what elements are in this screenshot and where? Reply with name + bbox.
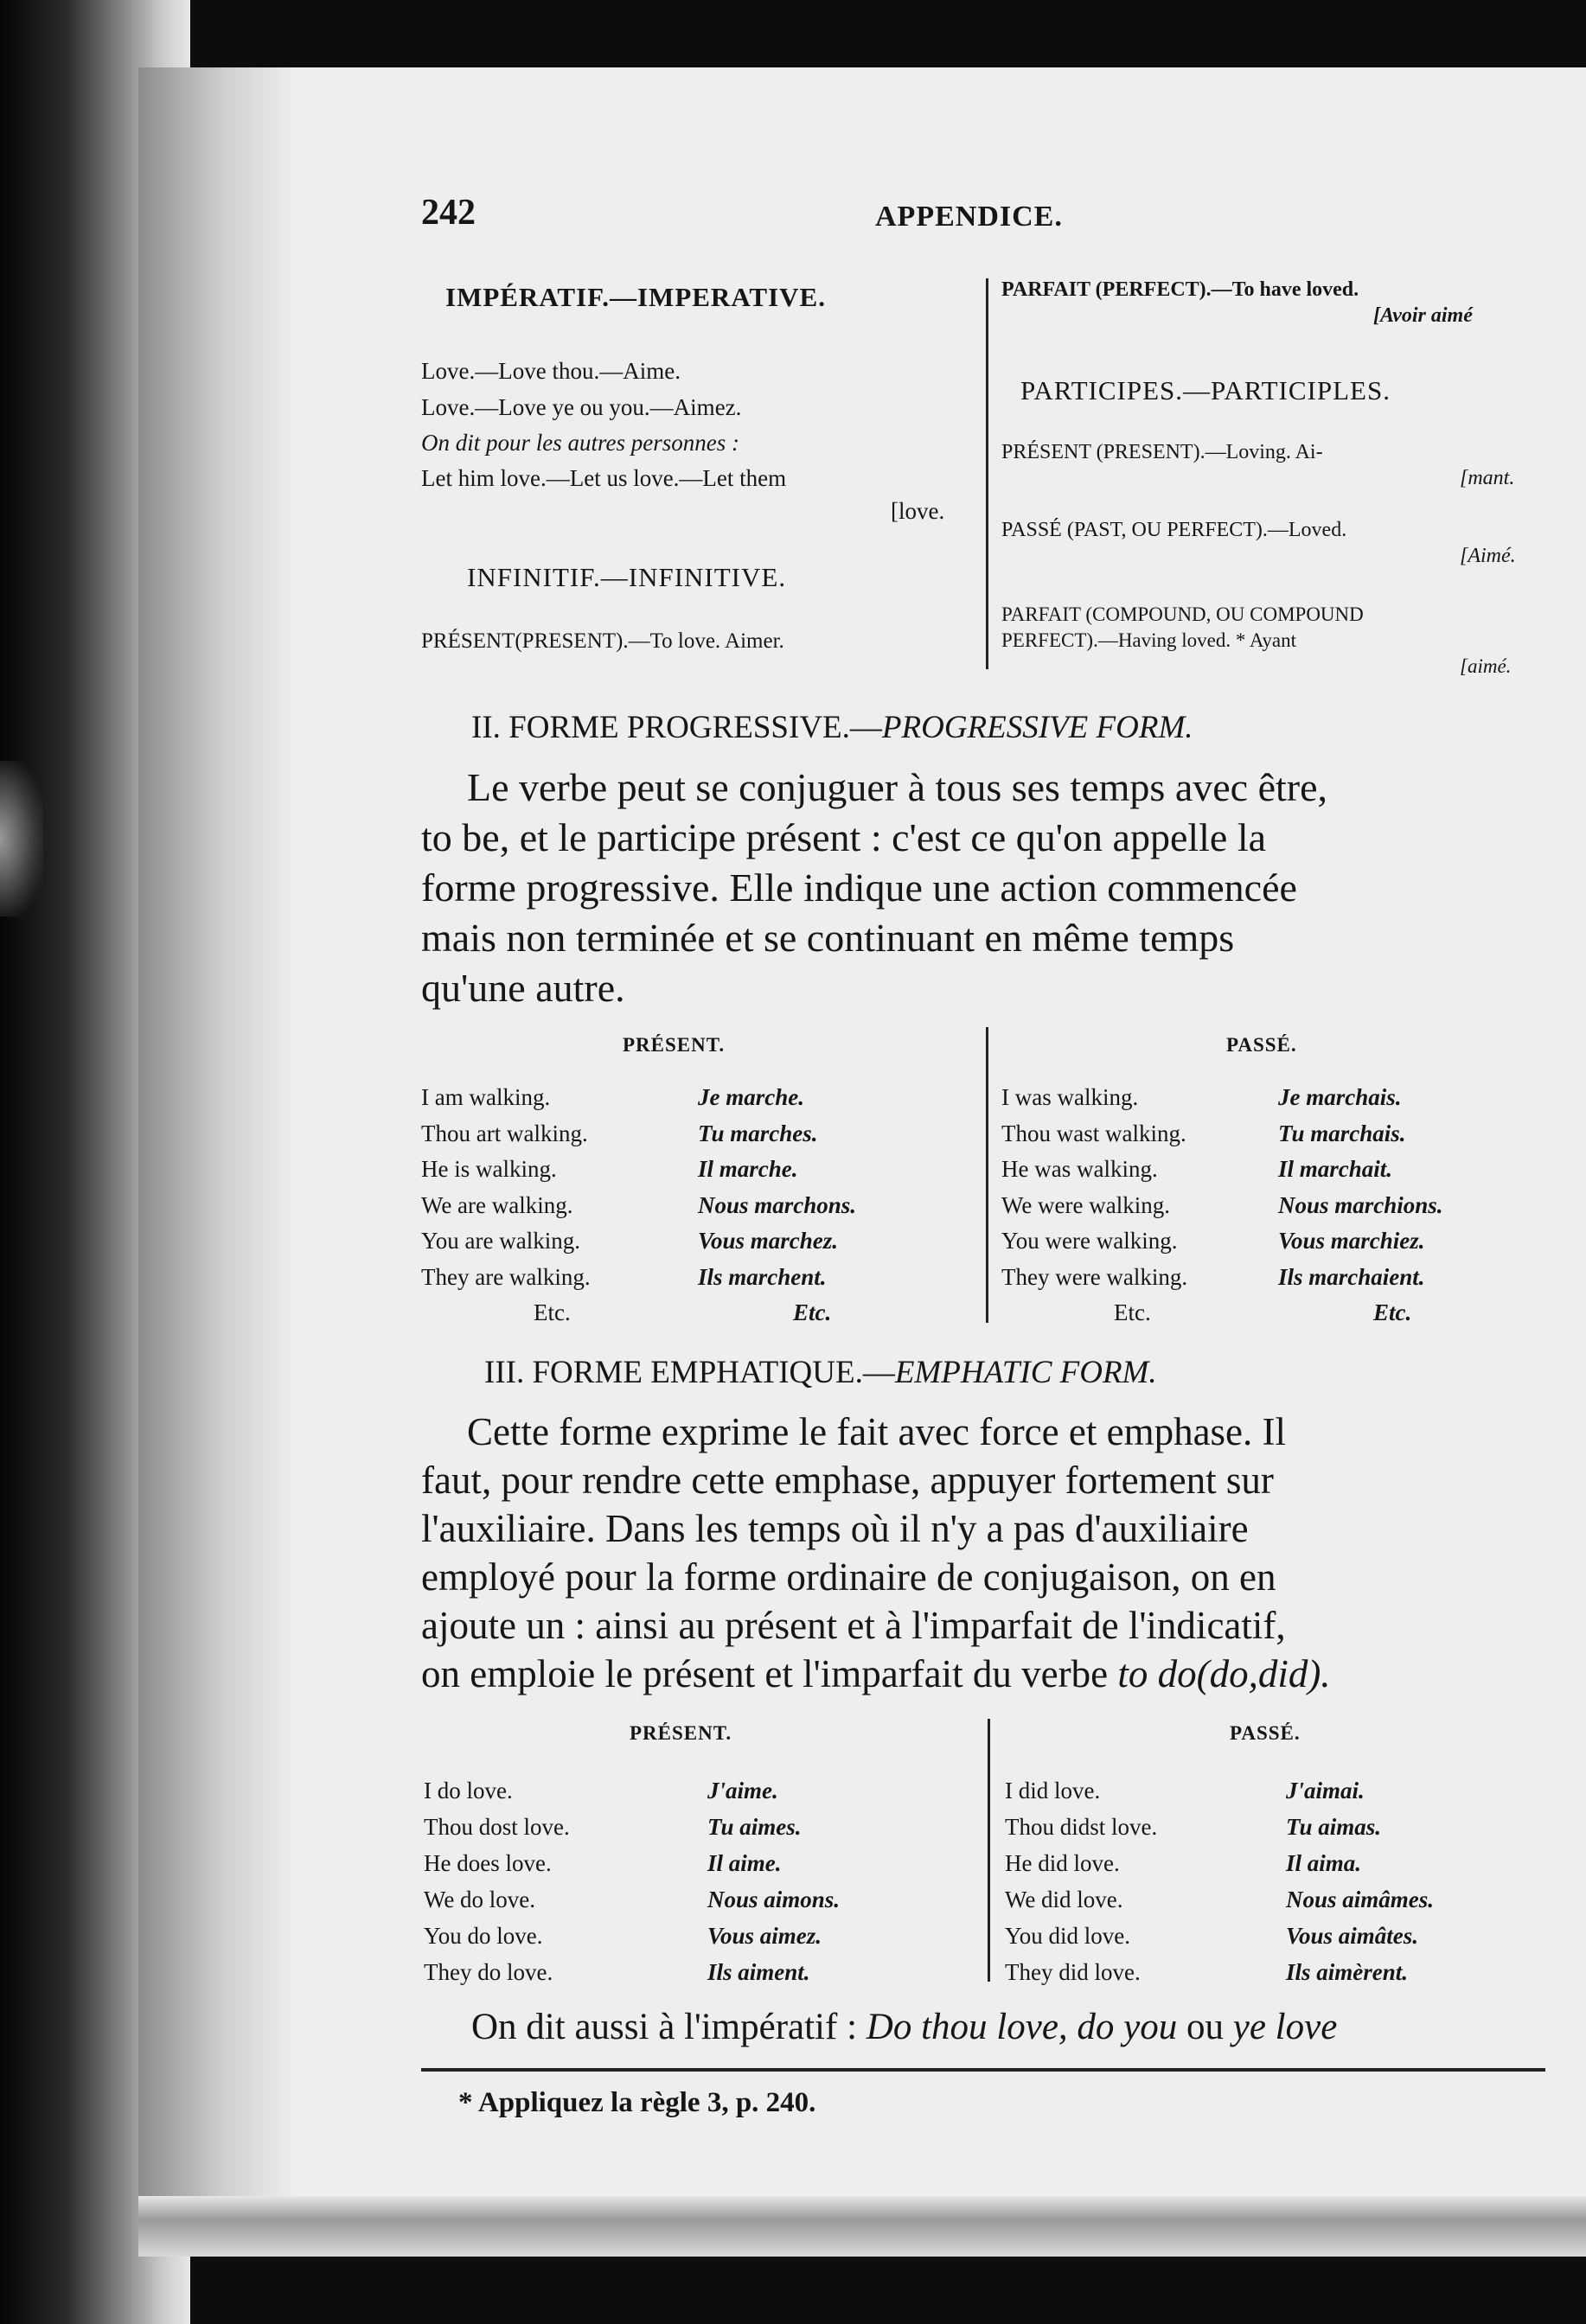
conjugation-french: Il aime.	[707, 1850, 782, 1876]
closing-italic: Do thou love, do you	[866, 2007, 1178, 2047]
imperatif-line: [love.	[891, 498, 945, 524]
page-number: 242	[421, 193, 476, 233]
running-title: APPENDICE.	[875, 201, 1063, 233]
conjugation-english: You do love.	[424, 1923, 543, 1949]
conjugation-french: Vous aimez.	[707, 1923, 822, 1949]
conjugation-english: Thou wast walking.	[1001, 1120, 1186, 1146]
conjugation-english: I do love.	[424, 1778, 513, 1804]
compound-line: PARFAIT (COMPOUND, OU COMPOUND	[1001, 603, 1364, 625]
emphatic-para-italic: to do(do,did).	[1117, 1652, 1331, 1695]
participe-passe-line: PASSÉ (PAST, OU PERFECT).—Loved.	[1001, 519, 1347, 541]
conjugation-french: Tu marchais.	[1278, 1120, 1406, 1146]
conjugation-english: I was walking.	[1001, 1084, 1139, 1110]
conjugation-english: He does love.	[424, 1850, 552, 1876]
compound-line: PERFECT).—Having loved. * Ayant	[1001, 629, 1296, 651]
conjugation-english: They do love.	[424, 1959, 553, 1985]
imperatif-line: Let him love.—Let us love.—Let them	[421, 465, 787, 491]
emphatic-present-label: PRÉSENT.	[630, 1722, 732, 1744]
conjugation-english: I am walking.	[421, 1084, 551, 1110]
closing-line	[471, 2006, 1337, 2048]
emphatic-para-line: employé pour la forme ordinaire de conjugaison, on en	[421, 1555, 1276, 1599]
conjugation-french: Vous aimâtes.	[1286, 1923, 1419, 1949]
conjugation-french: Il aima.	[1286, 1850, 1362, 1876]
conjugation-english: They did love.	[1005, 1959, 1141, 1985]
page-bottom-edge	[138, 2196, 1586, 2257]
conjugation-english: They are walking.	[421, 1263, 591, 1290]
compound-line: [aimé.	[1460, 655, 1512, 677]
conjugation-english: I did love.	[1005, 1778, 1101, 1804]
conjugation-french: Nous aimons.	[707, 1887, 841, 1912]
infinitif-present-line: PRÉSENT(PRESENT).—To love. Aimer.	[421, 629, 784, 653]
emphatic-heading-roman: III. FORME EMPHATIQUE.—	[484, 1355, 895, 1390]
progressive-para-line: qu'une autre.	[421, 966, 625, 1010]
conjugation-english: Thou didst love.	[1005, 1814, 1158, 1840]
table-etc: Etc.	[793, 1299, 832, 1325]
progressive-para-line: Le verbe peut se conjuguer à tous ses temps avec être,	[467, 765, 1327, 809]
conjugation-french: Il marche.	[698, 1156, 798, 1182]
closing-roman: On dit aussi à l'impératif :	[471, 2007, 867, 2047]
emphatic-passe-label: PASSÉ.	[1230, 1722, 1301, 1744]
conjugation-english: He did love.	[1005, 1850, 1120, 1876]
emphatic-para-line: faut, pour rendre cette emphase, appuyer fortement sur	[421, 1459, 1274, 1502]
conjugation-french: Ils aimèrent.	[1286, 1959, 1409, 1985]
progressive-para-line: mais non terminée et se continuant en même temps	[421, 916, 1235, 960]
emphatic-para-line: l'auxiliaire. Dans les temps où il n'y a pas d'auxiliaire	[421, 1507, 1249, 1550]
conjugation-french: Je marche.	[698, 1084, 804, 1110]
progressive-heading	[471, 709, 1193, 746]
conjugation-english: He is walking.	[421, 1156, 557, 1182]
imperatif-heading: IMPÉRATIF.—IMPERATIVE.	[445, 282, 826, 312]
conjugation-french: Nous marchions.	[1278, 1191, 1443, 1218]
progressive-heading-roman: II. FORME PROGRESSIVE.—	[471, 710, 882, 745]
conjugation-english: You are walking.	[421, 1228, 580, 1254]
conjugation-english: We did love.	[1005, 1887, 1123, 1912]
table-etc: Etc.	[1373, 1299, 1412, 1325]
edge-smudge	[0, 761, 43, 916]
conjugation-french: Ils marchent.	[698, 1263, 827, 1290]
conjugation-french: Je marchais.	[1278, 1084, 1402, 1110]
infinitif-heading: INFINITIF.—INFINITIVE.	[467, 562, 787, 592]
progressive-para-line: to be, et le participe présent : c'est ce qu'on appelle la	[421, 815, 1267, 859]
conjugation-english: Thou dost love.	[424, 1814, 570, 1840]
conjugation-french: Tu aimas.	[1286, 1814, 1382, 1840]
progressive-table-divider	[986, 1027, 988, 1323]
participe-present-line: [mant.	[1460, 467, 1515, 489]
conjugation-english: We are walking.	[421, 1191, 573, 1218]
conjugation-english: You were walking.	[1001, 1228, 1178, 1254]
conjugation-french: Ils marchaient.	[1278, 1263, 1425, 1290]
conjugation-french: Tu aimes.	[707, 1814, 802, 1840]
parfait-line: [Avoir aimé	[1373, 304, 1473, 327]
progressive-para-line: forme progressive. Elle indique une action commencée	[421, 865, 1297, 910]
emphatic-para-line	[421, 1651, 1331, 1696]
participe-present-line: PRÉSENT (PRESENT).—Loving. Ai-	[1001, 441, 1323, 463]
closing-italic: ye love	[1232, 2007, 1338, 2047]
gutter-shadow	[138, 67, 294, 2255]
imperatif-note: On dit pour les autres personnes :	[421, 430, 739, 456]
conjugation-french: Il marchait.	[1278, 1156, 1393, 1182]
footnote: * Appliquez la règle 3, p. 240.	[458, 2087, 816, 2118]
conjugation-french: Vous marchez.	[698, 1228, 839, 1254]
conjugation-english: Thou art walking.	[421, 1120, 588, 1146]
participe-passe-line: [Aimé.	[1460, 545, 1516, 567]
conjugation-english: You did love.	[1005, 1923, 1131, 1949]
imperatif-line: Love.—Love ye ou you.—Aimez.	[421, 394, 742, 420]
conjugation-english: We were walking.	[1001, 1191, 1170, 1218]
emphatic-para-line: ajoute un : ainsi au présent et à l'imparfait de l'indicatif,	[421, 1604, 1286, 1647]
conjugation-english: We do love.	[424, 1887, 536, 1912]
emphatic-heading	[484, 1354, 1157, 1391]
conjugation-french: J'aime.	[707, 1778, 778, 1804]
conjugation-french: Nous marchons.	[698, 1191, 857, 1218]
conjugation-french: Vous marchiez.	[1278, 1228, 1425, 1254]
emphatic-heading-italic: EMPHATIC FORM.	[894, 1355, 1157, 1390]
conjugation-french: J'aimai.	[1286, 1778, 1365, 1804]
footnote-rule	[421, 2068, 1545, 2072]
conjugation-french: Tu marches.	[698, 1120, 818, 1146]
progressive-passe-label: PASSÉ.	[1226, 1034, 1297, 1056]
emphatic-para-roman: on emploie le présent et l'imparfait du verbe	[421, 1652, 1118, 1695]
conjugation-english: They were walking.	[1001, 1263, 1188, 1290]
participes-heading: PARTICIPES.—PARTICIPLES.	[1020, 375, 1391, 405]
closing-roman: ou	[1177, 2007, 1233, 2047]
progressive-heading-italic: PROGRESSIVE FORM.	[881, 710, 1193, 745]
parfait-line: PARFAIT (PERFECT).—To have loved.	[1001, 278, 1359, 301]
conjugation-french: Ils aiment.	[707, 1959, 810, 1985]
progressive-present-label: PRÉSENT.	[623, 1034, 726, 1056]
conjugation-english: He was walking.	[1001, 1156, 1158, 1182]
conjugation-french: Nous aimâmes.	[1286, 1887, 1435, 1912]
emphatic-para-line: Cette forme exprime le fait avec force et emphase. Il	[467, 1410, 1287, 1453]
table-etc: Etc.	[534, 1299, 571, 1325]
column-divider	[986, 278, 988, 669]
table-etc: Etc.	[1114, 1299, 1151, 1325]
imperatif-line: Love.—Love thou.—Aime.	[421, 358, 681, 384]
emphatic-table-divider	[988, 1719, 990, 1982]
